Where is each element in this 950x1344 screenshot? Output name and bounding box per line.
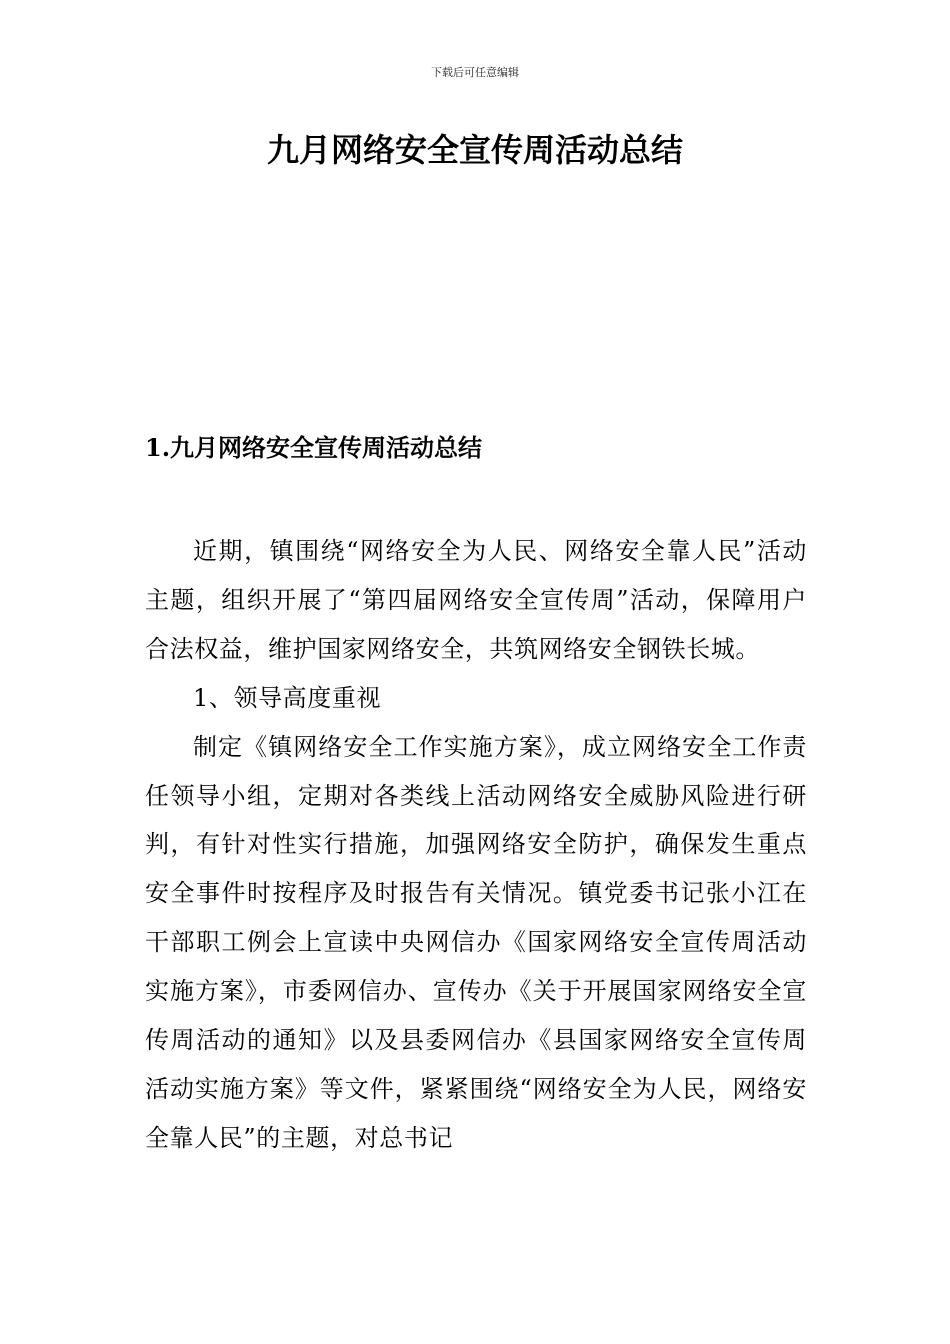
header-note: 下载后可任意编辑 xyxy=(431,66,519,79)
section-heading: 1.九月网络安全宣传周活动总结 xyxy=(145,433,483,462)
document-body xyxy=(145,527,807,1163)
paragraph-subheading: 1、领导高度重视 xyxy=(193,683,382,712)
document-title: 九月网络安全宣传周活动总结 xyxy=(266,131,683,169)
paragraph-intro: 近期，镇围绕“网络安全为人民、网络安全靠人民”活动主题，组织开展了“第四届网络安全宣传周”活动，保障用户合法权益，维护国家网络安全，共筑网络安全钢铁长城。 xyxy=(145,537,807,663)
paragraph-main: 制定《镇网络安全工作实施方案》，成立网络安全工作责任领导小组，定期对各类线上活动网络安全威胁风险进行研判，有针对性实行措施，加强网络安全防护，确保发生重点安全事件时按程序及时报告有关情况。镇党委书记张小江在干部职工例会上宣读中央网信办《国家网络安全宣传周活动实施方案》，市委网信办、宣传办《关于开展国家网络安全宣传周活动的通知》以及县委网信办《县国家网络安全宣传周活动实施方案》等文件，紧紧围绕“网络安全为人民，网络安全靠人民”的主题，对总书记 xyxy=(145,732,807,1152)
